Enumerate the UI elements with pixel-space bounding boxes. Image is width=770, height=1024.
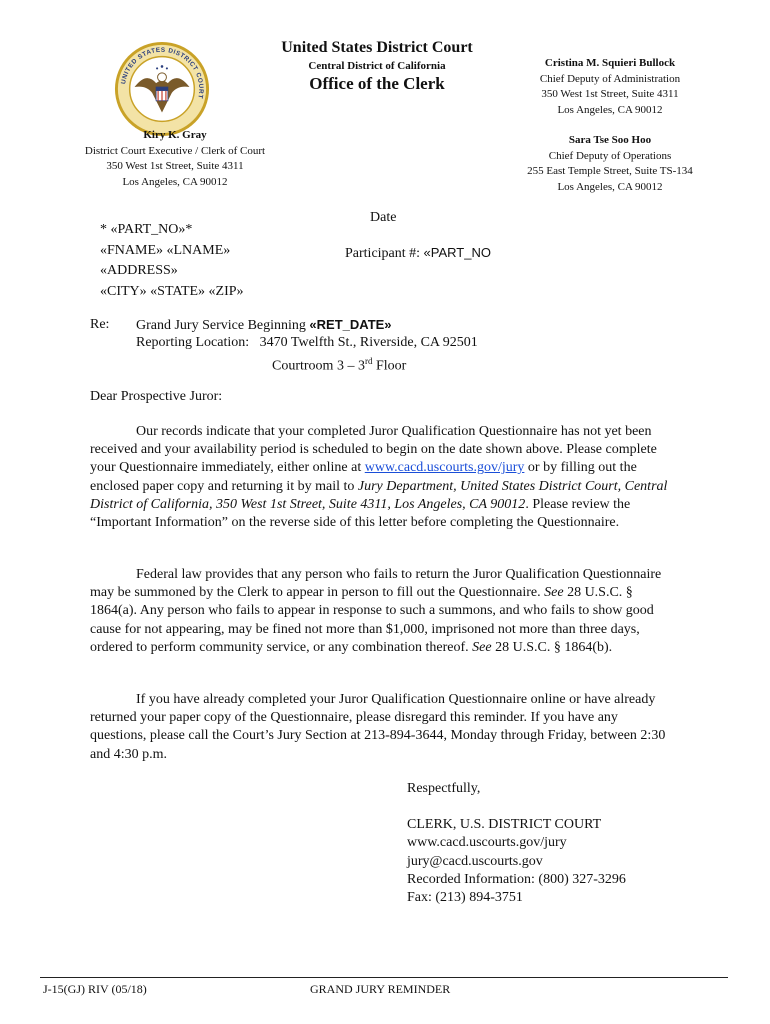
participant-label: Participant #: (345, 246, 421, 261)
courtroom-sup: rd (364, 356, 373, 366)
address-line: «FNAME» «LNAME» (100, 242, 231, 258)
seal-text: UNITED STATES DISTRICT COURT (120, 46, 205, 100)
official-city: Los Angeles, CA 90012 (557, 103, 663, 116)
footer-divider (40, 977, 728, 978)
official-title: District Court Executive / Clerk of Court (84, 144, 266, 157)
address-line: «CITY» «STATE» «ZIP» (100, 283, 244, 299)
location-value: 3470 Twelfth St., Riverside, CA 92501 (259, 335, 478, 350)
official-street: 255 East Temple Street, Suite TS-134 (527, 165, 693, 177)
official-city: Los Angeles, CA 90012 (557, 180, 663, 193)
address-line: «ADDRESS» (100, 263, 178, 278)
paragraph-3 (90, 691, 675, 764)
para2-text-c: 28 U.S.C. § 1864(b). (491, 639, 613, 655)
official-street: 350 West 1st Street, Suite 4311 (541, 88, 679, 100)
location-line (136, 334, 478, 352)
official-right-1 (500, 56, 720, 118)
form-id: J-15(GJ) RIV (05/18) (43, 982, 147, 996)
district-name: Central District of California (308, 60, 446, 72)
court-seal (113, 40, 211, 138)
service-prefix: Grand Jury Service Beginning (136, 318, 310, 333)
paragraph-1 (90, 423, 675, 532)
court-name: United States District Court (281, 39, 473, 56)
official-name: Kiry K. Gray (143, 129, 207, 141)
official-title: Chief Deputy of Administration (539, 72, 681, 85)
jury-website-link[interactable]: www.cacd.uscourts.gov/jury (364, 460, 525, 476)
para2-text-a: Federal law provides that any person who fails to return the Juror Qualification Questionnaire may be summoned by the Clerk to appear in person to fill out the Questionnaire. (90, 567, 662, 601)
signature-line: www.cacd.uscourts.gov/jury (407, 835, 567, 851)
signature-line: CLERK, U.S. DISTRICT COURT (407, 817, 602, 833)
para1-mail-address: Jury Department, United States District Court, Central District of California, 350 West 1st Street, Suite 4311, Los Angeles, CA 90012 (90, 478, 668, 512)
para3-text: If you have already completed your Juror Qualification Questionnaire online or have already returned your paper copy of the Questionnaire, please disregard this reminder. If you have any questions, please call the Court’s Jury Section at 213-894-3644, Monday through Friday, between 2:30 and 4:30 p.m. (90, 692, 666, 762)
service-line (136, 316, 392, 335)
official-name: Cristina M. Squieri Bullock (544, 57, 676, 69)
official-left (60, 128, 290, 190)
para1-text-c: . Please review the “Important Information” on the reverse side of this letter before completing the Questionnaire. (90, 496, 631, 531)
official-city: Los Angeles, CA 90012 (122, 175, 228, 188)
footer-title: GRAND JURY REMINDER (310, 982, 451, 996)
official-name: Sara Tse Soo Hoo (568, 134, 652, 146)
location-label: Reporting Location: (136, 335, 250, 350)
return-date: «RET_DATE» (309, 317, 392, 332)
courtroom-suffix: Floor (372, 358, 407, 374)
office-title: Office of the Clerk (309, 74, 445, 93)
signature-line: Fax: (213) 894-3751 (407, 890, 523, 906)
paragraph-2 (90, 566, 675, 657)
participant-number (345, 245, 491, 262)
closing: Respectfully, (407, 781, 481, 796)
para1-text-b: or by filling out the enclosed paper copy and returning it by mail to (90, 460, 637, 494)
date-label: Date (370, 210, 397, 225)
para1-text-a: Our records indicate that your completed Juror Qualification Questionnaire has not yet been received and your availability period is scheduled to begin on the date shown above. Please complete your Questionnaire immediately, either online at (90, 424, 657, 476)
signature-block (407, 780, 626, 907)
recipient-address (100, 220, 244, 302)
signature-line: jury@cacd.uscourts.gov (407, 853, 543, 869)
courtroom-prefix: Courtroom 3 – 3 (272, 358, 365, 374)
para2-see-2: See (472, 639, 492, 655)
re-label: Re: (90, 317, 110, 332)
courtroom-line (272, 352, 406, 376)
address-line: * «PART_NO»* (100, 222, 193, 237)
para2-see-1: See (544, 585, 564, 601)
salutation: Dear Prospective Juror: (90, 389, 223, 404)
para2-text-b: 28 U.S.C. § 1864(a). Any person who fails to appear in response to such a summons, and who fails to show good cause for not appearing, may be fined not more than $1,000, imprisoned not more than three days, ordered to perform community service, or any combination thereof. (90, 585, 654, 655)
participant-value: «PART_NO (423, 245, 491, 260)
official-right-2 (500, 133, 720, 195)
signature-line: Recorded Information: (800) 327-3296 (407, 871, 626, 887)
official-title: Chief Deputy of Operations (548, 149, 672, 162)
official-street: 350 West 1st Street, Suite 4311 (106, 160, 244, 172)
